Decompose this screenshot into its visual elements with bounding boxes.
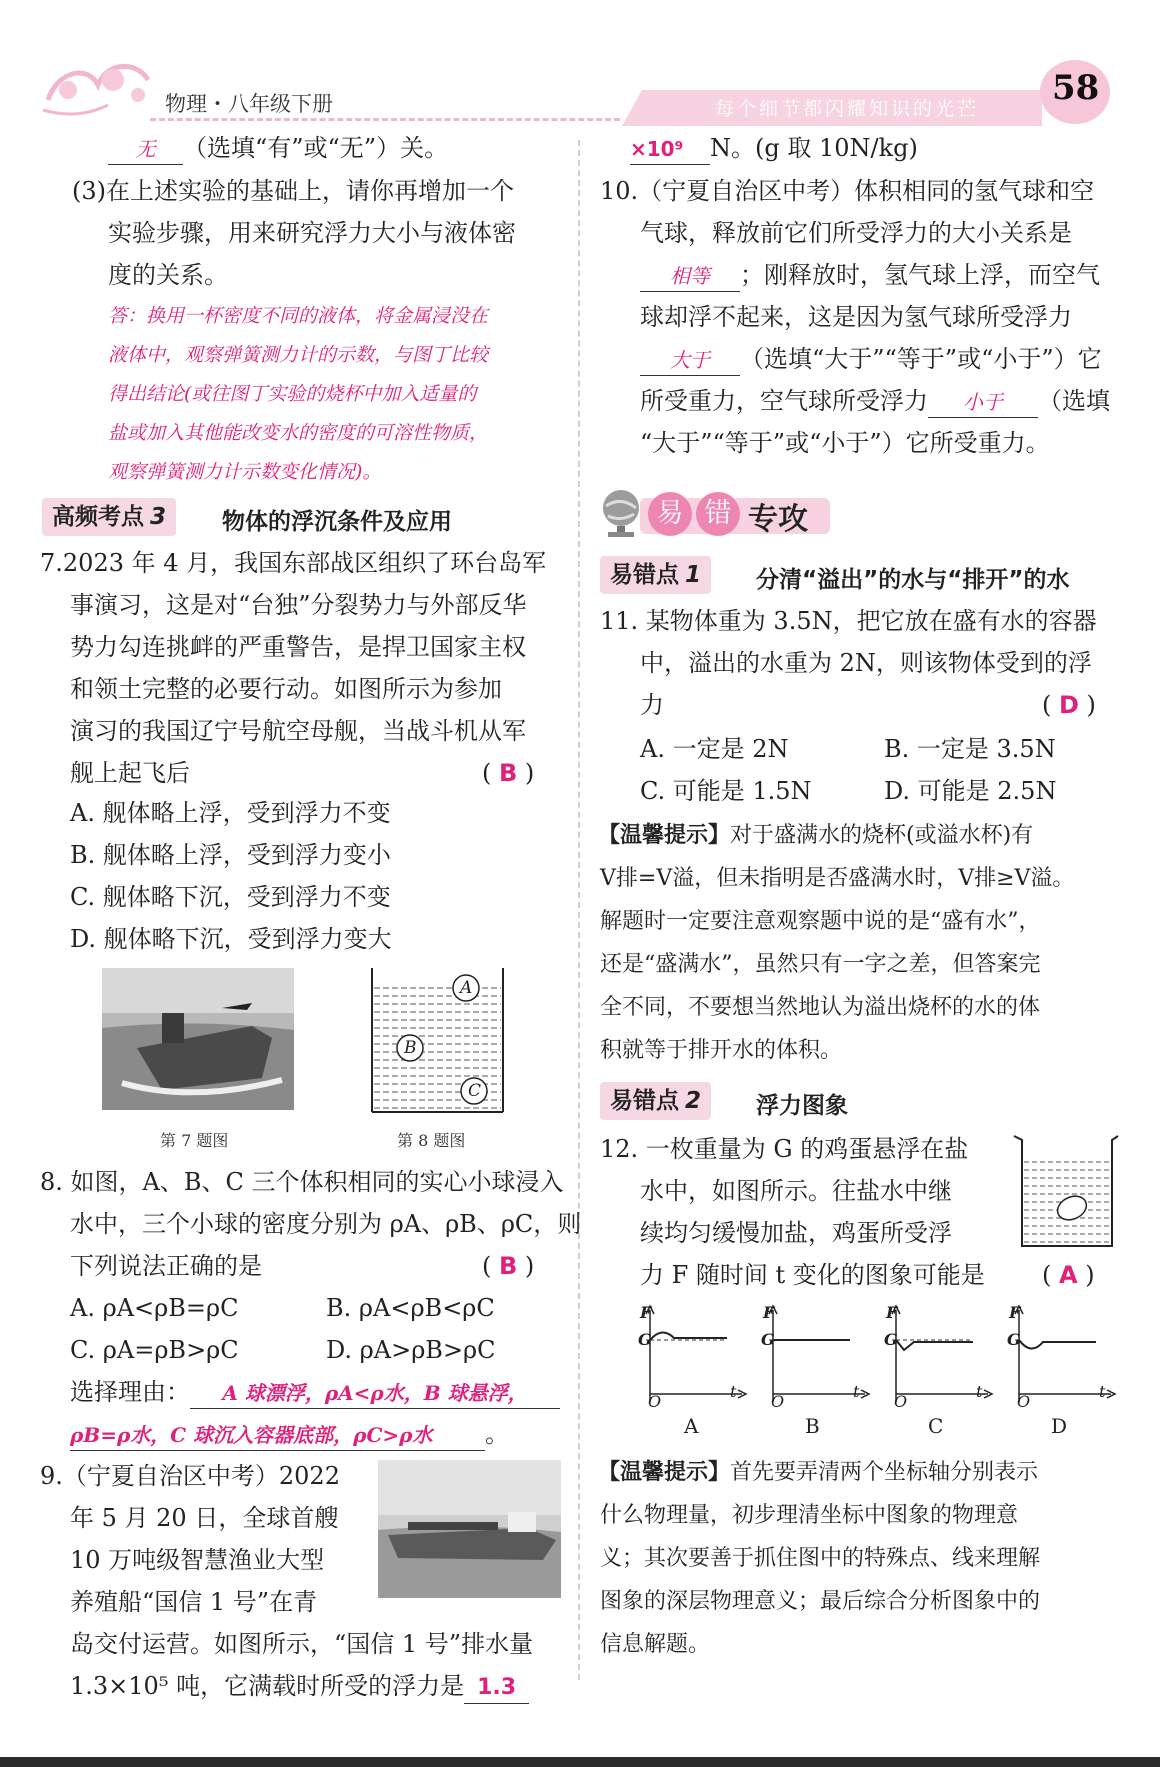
q3-answer-3: 得出结论(或往图丁实验的烧杯中加入适量的 (108, 383, 477, 405)
q3-answer-1: 答：换用一杯密度不同的液体，将金属浸没在 (108, 305, 489, 327)
q3-answer-4: 盐或加入其他能改变水的密度的可溶性物质， (108, 422, 489, 444)
ball-label-a: A (460, 978, 473, 998)
q10-line-2: 气球，释放前它们所受浮力的大小关系是 (640, 219, 1072, 247)
graph-label-c: C (928, 1414, 944, 1438)
q9-line-1: 9.（宁夏自治区中考）2022 (40, 1462, 340, 1490)
q7-line-5: 演习的我国辽宁号航空母舰，当战斗机从军 (70, 717, 526, 745)
egg-beaker-diagram (1012, 1132, 1120, 1250)
section-tag-3: 高频考点 3 (42, 498, 176, 536)
q10-line-3: 相等 ；刚释放时，氢气球上浮，而空气 (640, 260, 1100, 292)
graph-d-g: G (1007, 1330, 1021, 1349)
q9-line-5: 岛交付运营。如图所示，“国信 1 号”排水量 (70, 1630, 534, 1658)
column-divider (578, 140, 580, 1680)
q10-answer-3: 小于 (928, 387, 1038, 418)
aircraft-carrier-photo (102, 968, 294, 1110)
q6-answer: 无 (108, 134, 183, 165)
q8-option-d: D. ρA>ρB>ρC (326, 1336, 496, 1364)
q12-line-2: 水中，如图所示。往盐水中继 (640, 1177, 952, 1205)
q8-line-3: 下列说法正确的是 (70, 1252, 262, 1280)
graph-a-o: O (648, 1392, 662, 1411)
graph-c-g: G (884, 1330, 898, 1349)
tip2-line-1: 【温馨提示】首先要弄清两个坐标轴分别表示 (598, 1460, 1039, 1485)
graph-b-g: G (761, 1330, 775, 1349)
q3-answer-2: 液体中，观察弹簧测力计的示数，与图丁比较 (108, 344, 489, 366)
q7-line-6: 舰上起飞后 (70, 759, 190, 787)
q7-option-c: C. 舰体略下沉，受到浮力不变 (70, 883, 391, 911)
q11-line-2: 中，溢出的水重为 2N，则该物体受到的浮 (640, 649, 1092, 677)
graph-b-t: t (853, 1382, 860, 1401)
q10-line-6: 所受重力，空气球所受浮力 小于 （选填 (640, 386, 1110, 418)
q3-line-2: 实验步骤，用来研究浮力大小与液体密 (108, 219, 516, 247)
q11-line-1: 11. 某物体重为 3.5N，把它放在盛有水的容器 (600, 607, 1097, 635)
q9-answer-part2: ×10⁹ (630, 134, 710, 165)
q7-line-2: 事演习，这是对“台独”分裂势力与外部反华 (70, 591, 527, 619)
graph-d-o: O (1017, 1392, 1031, 1411)
q8-answer: B (499, 1252, 518, 1280)
floral-ornament-icon (38, 50, 158, 120)
bottom-bar (0, 1757, 1160, 1767)
tip2-line-2: 什么物理量，初步理清坐标中图象的物理意 (600, 1503, 1019, 1528)
globe-icon (598, 486, 644, 538)
banner-title: 专攻 (748, 502, 808, 537)
page-number: 58 (1052, 68, 1100, 108)
q9-line-2: 年 5 月 20 日，全球首艘 (70, 1504, 339, 1532)
banner-char-2: 错 (696, 492, 740, 536)
q7-line-1: 7.2023 年 4 月，我国东部战区组织了环台岛军 (40, 549, 547, 577)
graph-b-f: F (763, 1303, 775, 1322)
q8-reason-1: A 球漂浮，ρA<ρ水，B 球悬浮， (190, 1378, 560, 1409)
fishing-ship-photo (378, 1460, 561, 1598)
tip1-line-1: 【温馨提示】对于盛满水的烧杯(或溢水杯)有 (598, 823, 1034, 848)
tip1-line-3: 解题时一定要注意观察题中说的是“盛有水”， (600, 909, 1041, 934)
q9-line-6: 1.3×10⁵ 吨，它满载时所受的浮力是 1.3 (70, 1671, 529, 1704)
error-tag-1: 易错点 1 (600, 556, 711, 594)
q12-line-1: 12. 一枚重量为 G 的鸡蛋悬浮在盐 (600, 1135, 969, 1163)
q3-line-1: (3)在上述实验的基础上，请你再增加一个 (72, 177, 514, 205)
q10-line-5: 大于 （选填“大于”“等于”或“小于”）它 (640, 344, 1102, 376)
tip1-label: 【温馨提示】 (598, 823, 731, 848)
beaker-balls-diagram (370, 966, 505, 1114)
q11-option-c: C. 可能是 1.5N (640, 777, 812, 805)
q8-reason-line-2: ρB=ρ水，C 球沉入容器底部，ρC>ρ水 。 (70, 1419, 509, 1451)
q12-line-3: 续均匀缓慢加盐，鸡蛋所受浮 (640, 1219, 952, 1247)
q7-answer-bracket: ( B ) (482, 759, 535, 787)
graph-c-o: O (894, 1392, 908, 1411)
tip2-label: 【温馨提示】 (598, 1460, 731, 1485)
q11-option-a: A. 一定是 2N (640, 735, 789, 763)
q8-reason-2: ρB=ρ水，C 球沉入容器底部，ρC>ρ水 (70, 1420, 485, 1451)
q3-line-3: 度的关系。 (108, 261, 228, 289)
q11-option-b: B. 一定是 3.5N (884, 735, 1056, 763)
q9-line-4: 养殖船“国信 1 号”在青 (70, 1588, 318, 1616)
q12-line-4: 力 F 随时间 t 变化的图象可能是 (640, 1261, 985, 1289)
q6-answer-line: 无 （选填“有”或“无”）关。 (108, 133, 448, 165)
q10-answer-1: 相等 (640, 261, 740, 292)
q11-answer-bracket: ( D ) (1042, 691, 1096, 719)
graph-label-d: D (1051, 1414, 1068, 1438)
fig8-caption: 第 8 题图 (397, 1131, 466, 1150)
section-title-3: 物体的浮沉条件及应用 (222, 509, 452, 535)
tip2-line-4: 图象的深层物理意义；最后综合分析图象中的 (600, 1589, 1041, 1614)
q7-line-3: 势力勾连挑衅的严重警告，是捍卫国家主权 (70, 633, 526, 661)
q8-answer-bracket: ( B ) (482, 1252, 535, 1280)
q10-line-7: “大于”“等于”或“小于”）它所受重力。 (640, 429, 1050, 457)
q3-answer-5: 观察弹簧测力计示数变化情况)。 (108, 461, 382, 483)
q10-line-4: 球却浮不起来，这是因为氢气球所受浮力 (640, 303, 1072, 331)
header-slogan: 每个细节都闪耀知识的光芒 (715, 98, 980, 120)
q11-answer: D (1059, 691, 1079, 719)
q7-answer: B (499, 759, 518, 787)
tip1-line-2: V排=V溢，但未指明是否盛满水时，V排≥V溢。 (600, 866, 1075, 891)
error-title-1: 分清“溢出”的水与“排开”的水 (756, 567, 1070, 593)
ball-label-c: C (468, 1081, 482, 1101)
q11-line-3: 力 (640, 691, 664, 719)
q9-answer-part1: 1.3 (464, 1673, 529, 1704)
error-tag-2: 易错点 2 (600, 1082, 711, 1120)
q9-line-3: 10 万吨级智慧渔业大型 (70, 1546, 325, 1574)
q8-option-a: A. ρA<ρB=ρC (70, 1294, 239, 1322)
egg (1054, 1192, 1090, 1225)
graph-a-f: F (640, 1303, 652, 1322)
q8-line-1: 8. 如图，A、B、C 三个体积相同的实心小球浸入 (40, 1168, 564, 1196)
q8-reason-line-1: 选择理由： A 球漂浮，ρA<ρ水，B 球悬浮， (70, 1377, 560, 1409)
q8-option-b: B. ρA<ρB<ρC (326, 1294, 495, 1322)
q7-option-d: D. 舰体略下沉，受到浮力变大 (70, 925, 392, 953)
q10-answer-2: 大于 (640, 345, 740, 376)
q8-option-c: C. ρA=ρB>ρC (70, 1336, 239, 1364)
page-header (0, 0, 1160, 130)
q7-line-4: 和领土完整的必要行动。如图所示为参加 (70, 675, 502, 703)
tip1-line-6: 积就等于排开水的体积。 (600, 1038, 843, 1063)
graph-label-b: B (805, 1414, 820, 1438)
graph-d-t: t (1099, 1382, 1106, 1401)
q7-option-a: A. 舰体略上浮，受到浮力不变 (70, 799, 391, 827)
tip1-line-5: 全不同，不要想当然地认为溢出烧杯的水的体 (600, 995, 1041, 1020)
q8-line-2: 水中，三个小球的密度分别为 ρA、ρB、ρC，则 (70, 1210, 582, 1238)
graph-d-f: F (1009, 1303, 1021, 1322)
q12-answer: A (1059, 1261, 1078, 1289)
q9-continuation: ×10⁹ N。(g 取 10N/kg) (630, 133, 918, 165)
tip2-line-5: 信息解题。 (600, 1632, 711, 1657)
graph-a-t: t (730, 1382, 737, 1401)
ball-label-b: B (404, 1038, 417, 1058)
q12-answer-bracket: ( A ) (1042, 1261, 1095, 1289)
graph-label-a: A (684, 1414, 699, 1438)
graph-c-f: F (886, 1303, 898, 1322)
q7-option-b: B. 舰体略上浮，受到浮力变小 (70, 841, 391, 869)
graph-a-g: G (638, 1330, 652, 1349)
fig7-caption: 第 7 题图 (160, 1131, 229, 1150)
q11-option-d: D. 可能是 2.5N (884, 777, 1057, 805)
graph-c-t: t (976, 1382, 983, 1401)
book-title: 物理・八年级下册 (165, 92, 333, 116)
tip1-line-4: 还是“盛满水”，虽然只有一字之差，但答案完 (600, 952, 1041, 977)
graph-b-o: O (771, 1392, 785, 1411)
error-title-2: 浮力图象 (756, 1093, 848, 1119)
banner-char-1: 易 (648, 492, 692, 536)
tip2-line-3: 义；其次要善于抓住图中的特殊点、线来理解 (600, 1546, 1041, 1571)
q10-line-1: 10.（宁夏自治区中考）体积相同的氢气球和空 (600, 177, 1095, 205)
header-dash-line (150, 118, 620, 121)
